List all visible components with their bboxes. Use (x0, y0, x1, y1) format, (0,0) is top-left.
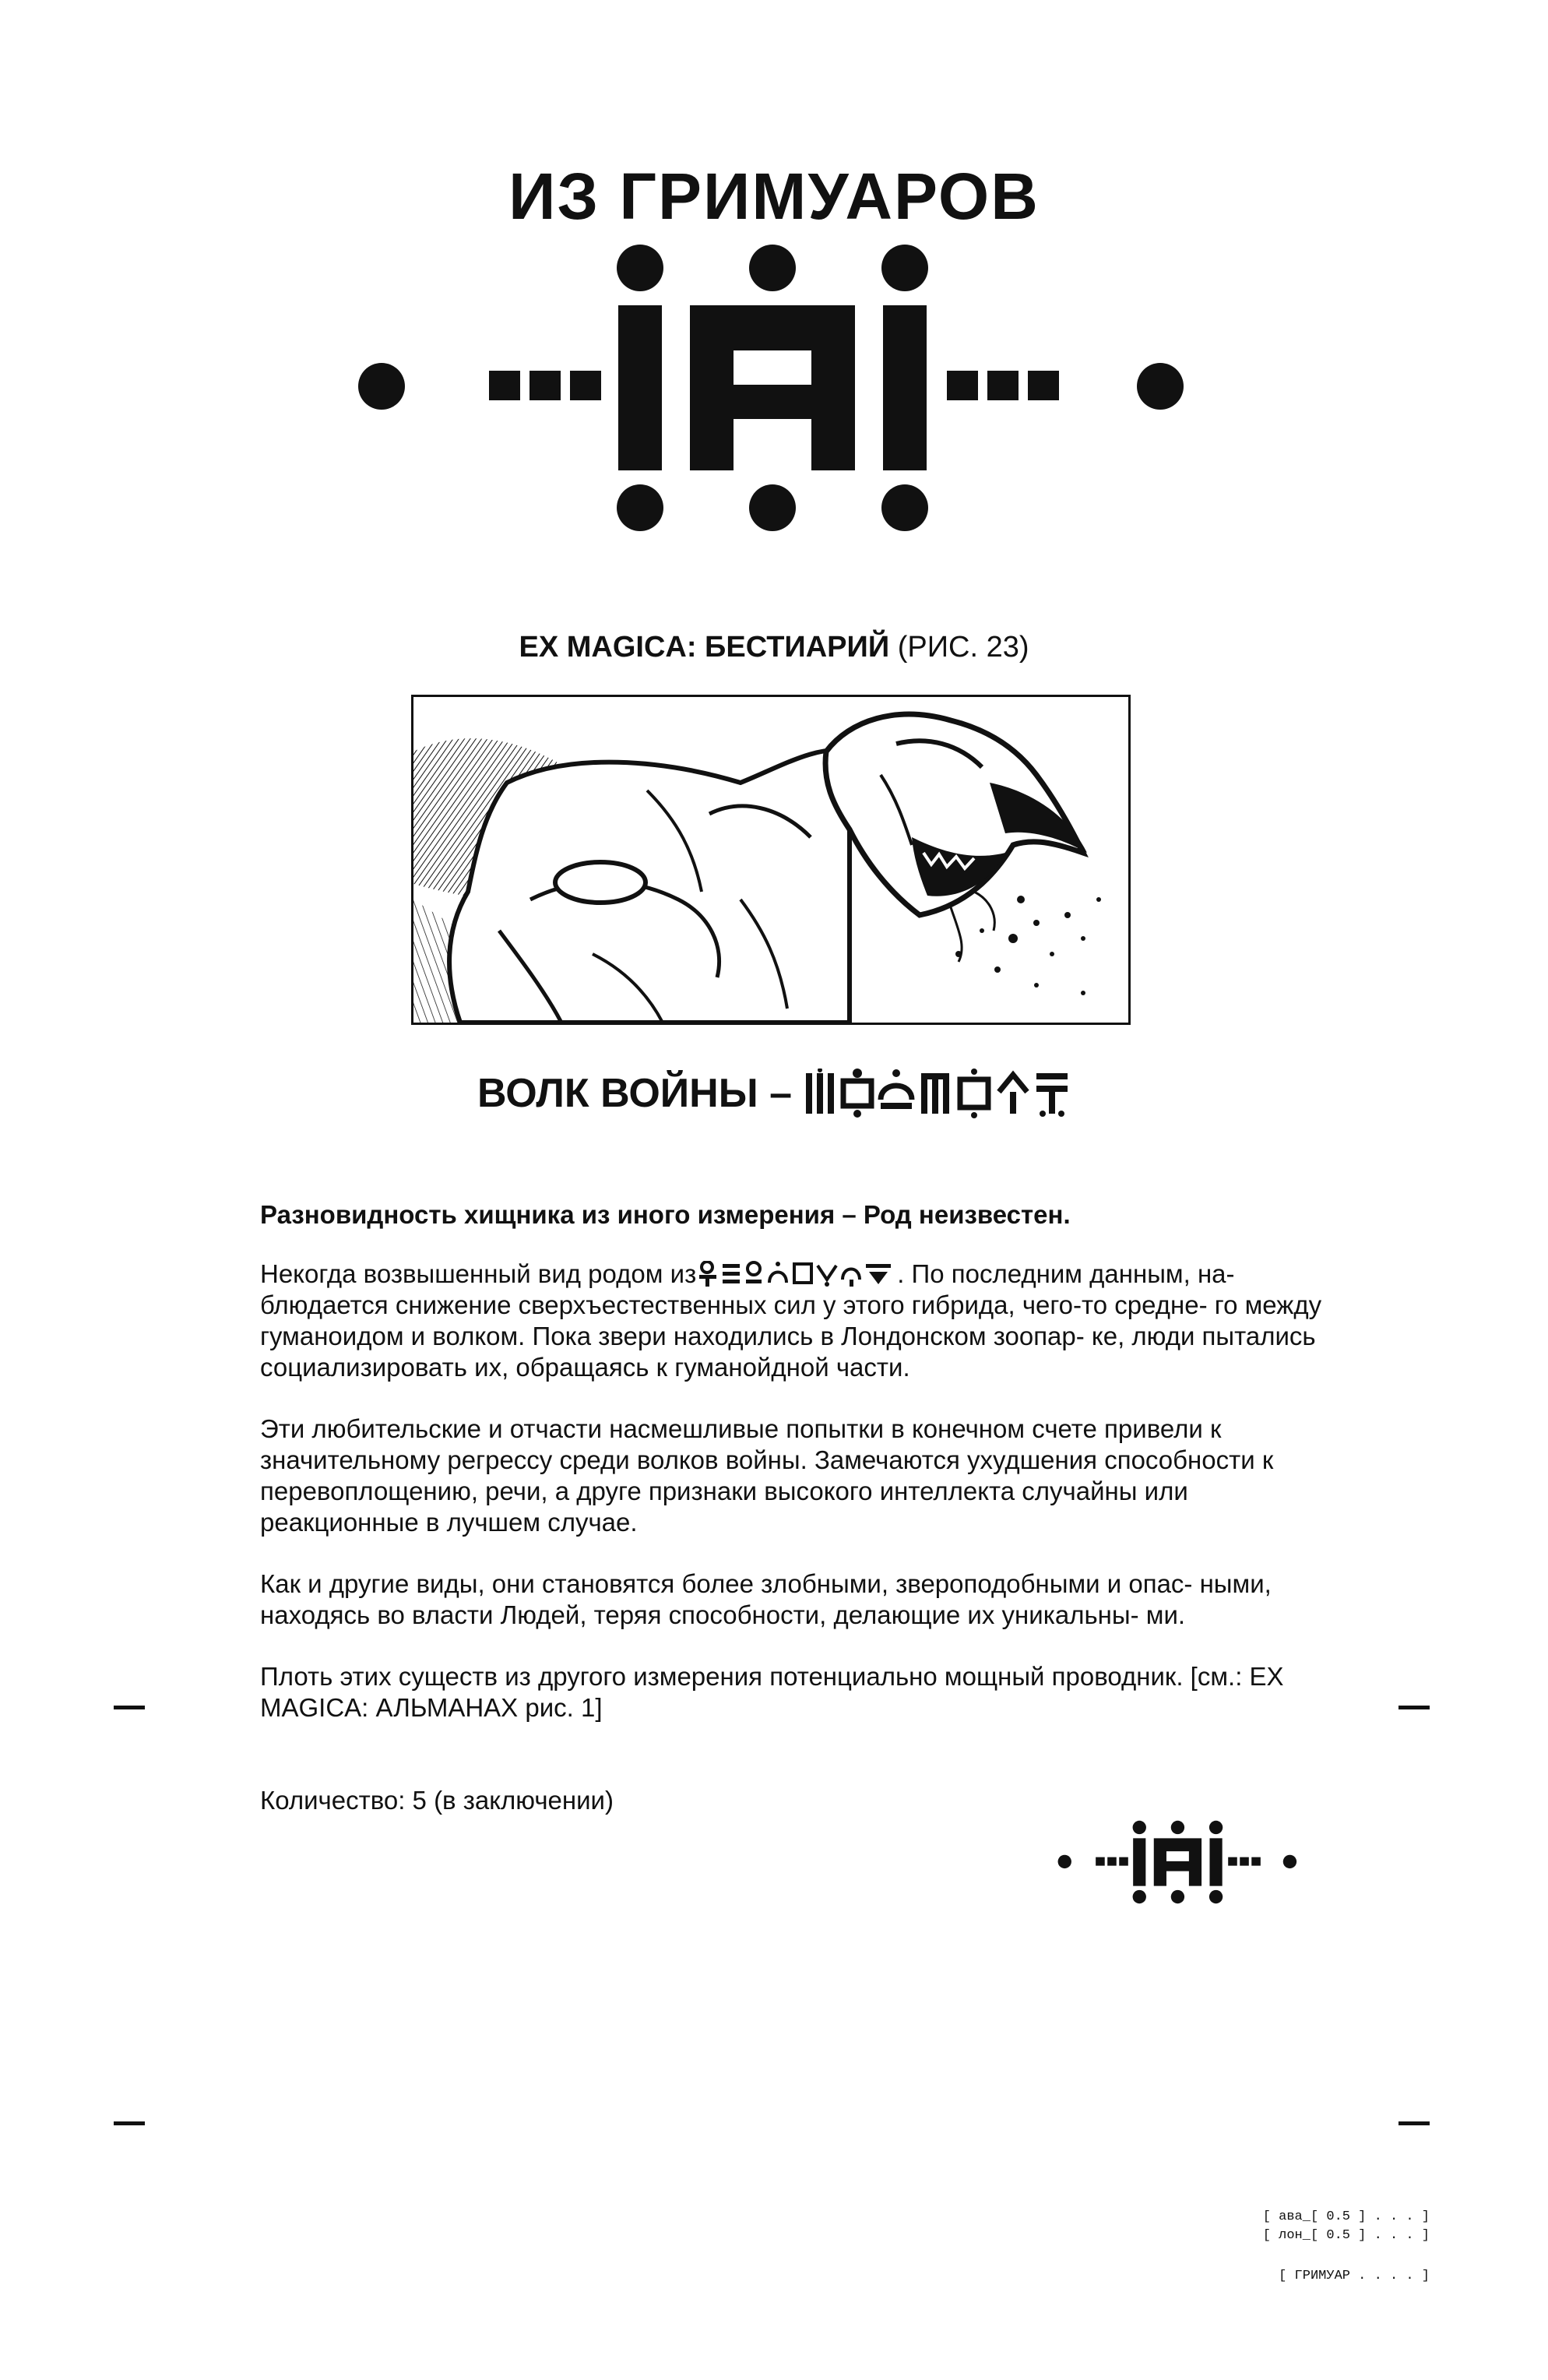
war-wolf-creature-illustration (413, 697, 1128, 1023)
runic-name-icon (806, 1069, 1071, 1118)
section-label-ref: (РИС. 23) (897, 631, 1029, 664)
runic-origin-icon (699, 1261, 894, 1287)
margin-tick-left-lower (114, 2121, 145, 2125)
creature-name (0, 1069, 1548, 1118)
footer-code-3: [ ГРИМУАР . . . . ] (1279, 2269, 1430, 2283)
description-paragraph-2: Эти любительские и отчасти насмешливые попытки в конечном счете привели к значительному регрессу среди волков войны. Замечаются ухудшения способности к перевоплощению, речи, а друге признаки высокого интеллекта случайны или реакционные в лучшем случае. (260, 1414, 1274, 1537)
count-line: Количество: 5 (в заключении) (260, 1786, 614, 1815)
margin-tick-right-lower (1398, 2121, 1430, 2125)
description-lead: Разновидность хищника из иного измерения – Род неизвестен. (260, 1200, 1071, 1229)
section-label-bold: EX MAGICA: БЕСТИАРИЙ (519, 631, 890, 664)
section-label (0, 632, 1548, 662)
paragraph-1-after: . По последним данным, на- (897, 1259, 1235, 1288)
description-text (260, 1199, 1328, 1754)
footer-code-1: [ ава_[ 0.5 ] . . . ] (1262, 2209, 1430, 2224)
footer-code-2: [ лон_[ 0.5 ] . . . ] (1262, 2228, 1430, 2243)
page-title: ИЗ ГРИМУАРОВ (508, 160, 1040, 233)
description-paragraph-3: Как и другие виды, они становятся более злобными, звероподобными и опас- ными, находясь во власти Людей, теряя способности, делающие их уникальны- ми. (260, 1569, 1272, 1629)
creature-name-text: ВОЛК ВОЙНЫ – (477, 1071, 792, 1116)
illustration-panel (411, 695, 1131, 1025)
paragraph-1-before: Некогда возвышенный вид родом из (260, 1259, 697, 1288)
iai-rune-logo-icon (357, 240, 1191, 536)
margin-tick-left-upper (114, 1706, 145, 1709)
description-paragraph-4: Плоть этих существ из другого измерения потенциально мощный проводник. [см.: EX MAGICA: АЛЬМАНАХ рис. 1] (260, 1662, 1284, 1722)
iai-rune-logo-small-icon (1057, 1819, 1299, 1905)
description-paragraph-1 (260, 1259, 1328, 1383)
paragraph-1-rest: блюдается снижение сверхъестественных сил у этого гибрида, чего-то средне- го между гуманоидом и волком. Пока звери находились в Лондонском зоопар- ке, люди пытались социализировать их, обращаясь к гуманойдной части. (260, 1290, 1322, 1382)
margin-tick-right-upper (1398, 1706, 1430, 1709)
